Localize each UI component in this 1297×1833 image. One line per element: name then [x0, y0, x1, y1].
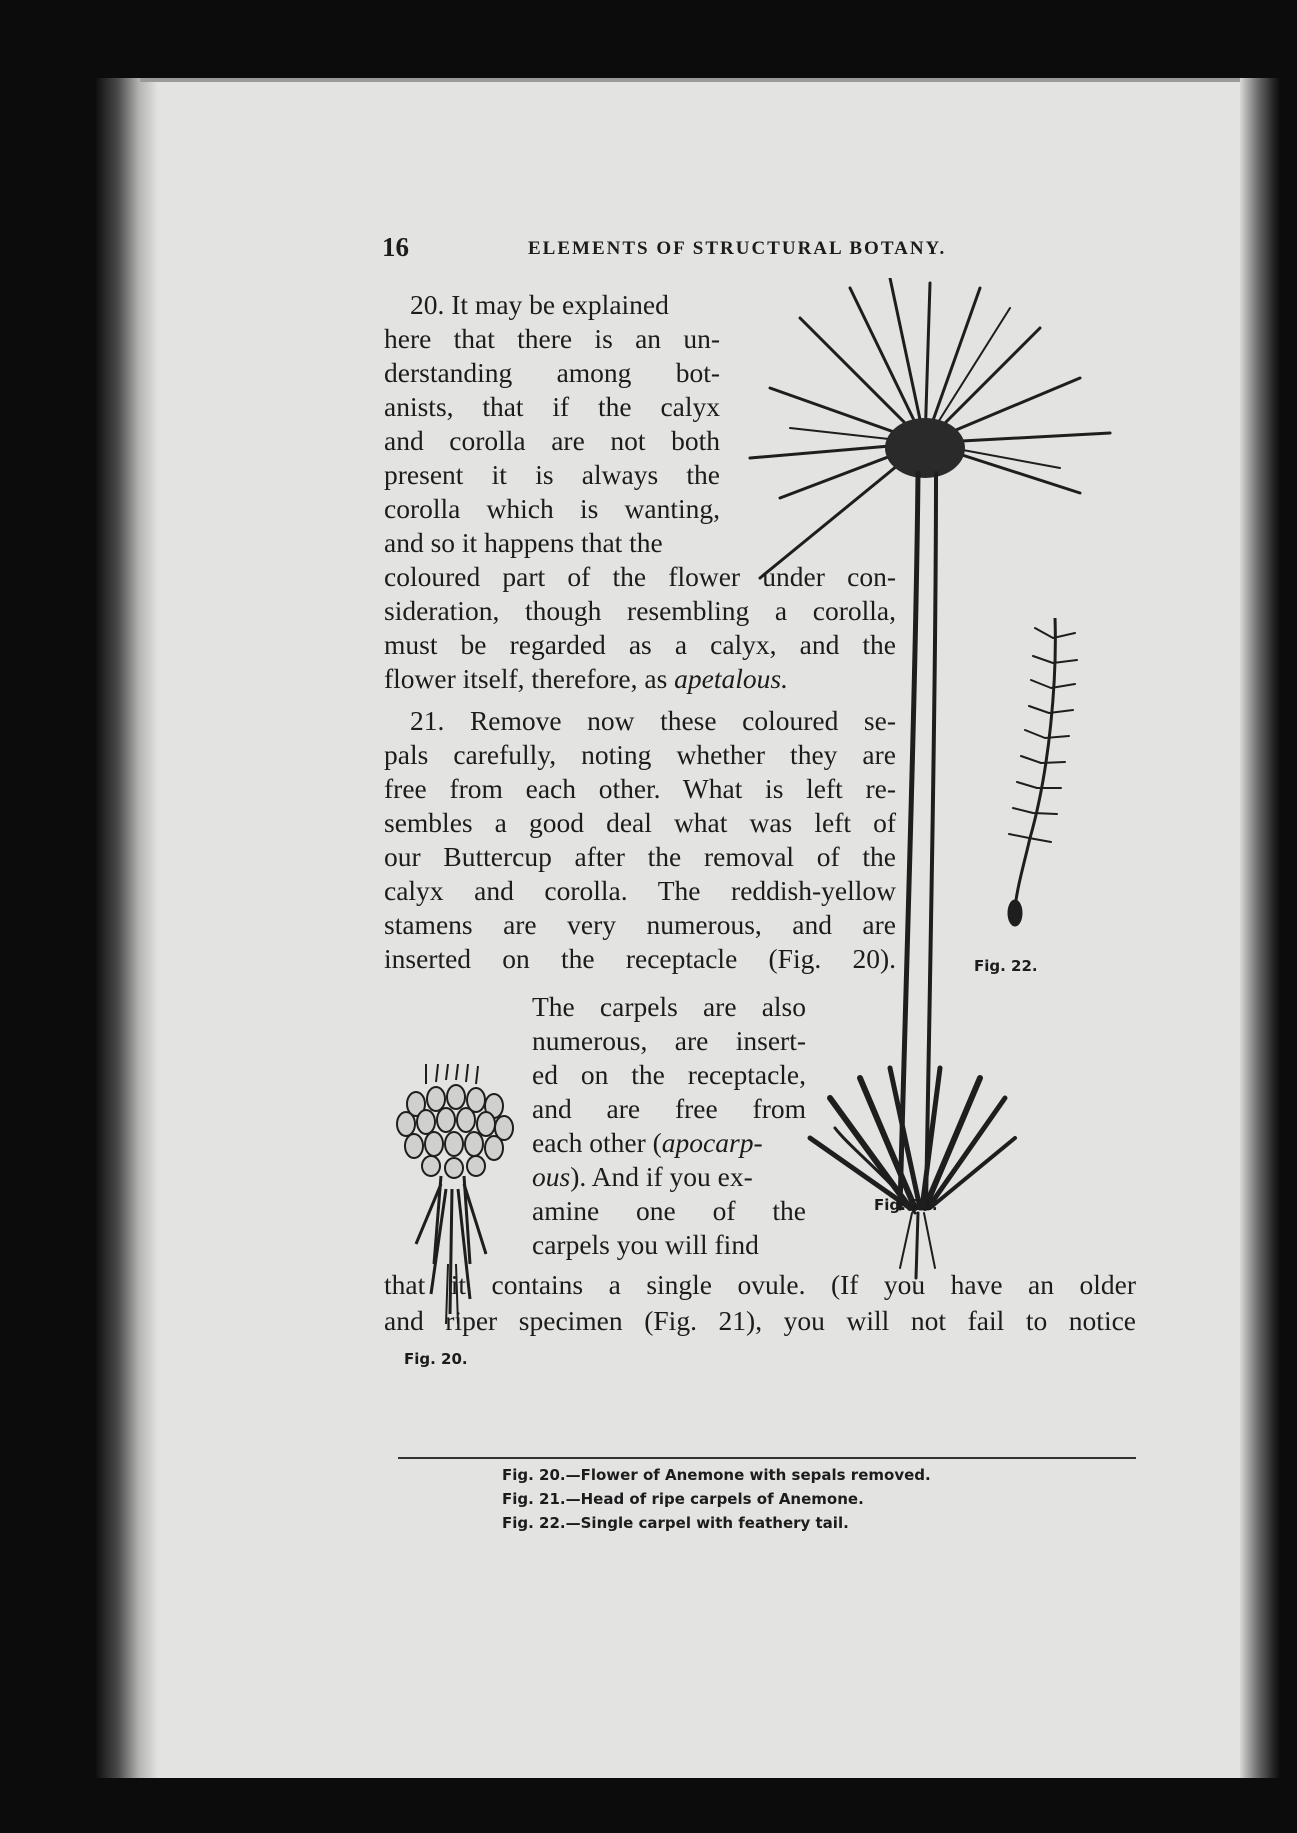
body-line: that it contains a single ovule. (If you have an older — [384, 1269, 1136, 1300]
body-line: ed on the receptacle, — [532, 1059, 806, 1090]
page-top-edge — [140, 78, 1240, 82]
body-line: and so it happens that the — [384, 527, 663, 558]
body-line: must be regarded as a calyx, and the — [384, 629, 896, 660]
body-line: and are free from — [532, 1093, 806, 1124]
caption-fig-20: Fig. 20.—Flower of Anemone with sepals removed. — [502, 1466, 931, 1484]
body-line: 21. Remove now these coloured se- — [410, 705, 896, 736]
italic-term: ous — [532, 1161, 571, 1192]
body-line: carpels you will find — [532, 1229, 759, 1260]
body-line: stamens are very numerous, and are — [384, 909, 896, 940]
body-line: inserted on the receptacle (Fig. 20). — [384, 943, 896, 974]
body-line: The carpels are also — [532, 991, 806, 1022]
body-line: anists, that if the calyx — [384, 391, 720, 422]
body-line: numerous, are insert- — [532, 1025, 806, 1056]
body-line: our Buttercup after the removal of the — [384, 841, 896, 872]
caption-divider — [398, 1457, 1136, 1459]
figure-20-illustration — [386, 1064, 520, 1334]
italic-term: apocarp- — [661, 1127, 763, 1158]
body-line: corolla which is wanting, — [384, 493, 720, 524]
body-line: pals carefully, noting whether they are — [384, 739, 896, 770]
body-line: calyx and corolla. The reddish-yellow — [384, 875, 896, 906]
body-line: and corolla are not both — [384, 425, 720, 456]
fig-21-label: Fig. 21. — [874, 1196, 938, 1214]
fig-20-label: Fig. 20. — [404, 1350, 468, 1368]
body-line: here that there is an un- — [384, 323, 720, 354]
italic-term: apetalous. — [674, 663, 788, 694]
fig-22-label: Fig. 22. — [974, 957, 1038, 975]
page-number: 16 — [382, 232, 409, 262]
figure-22-illustration — [995, 618, 1085, 928]
body-line: flower itself, therefore, as — [384, 663, 668, 694]
caption-fig-21: Fig. 21.—Head of ripe carpels of Anemone. — [502, 1490, 864, 1508]
body-line: amine one of the — [532, 1195, 806, 1226]
body-line: and riper specimen (Fig. 21), you will not fail to notice — [384, 1305, 1136, 1336]
body-line: sembles a good deal what was left of — [384, 807, 896, 838]
body-line: ). And if you ex- — [570, 1161, 753, 1192]
page-gutter-shadow — [96, 78, 158, 1778]
body-line: sideration, though resembling a corolla, — [384, 595, 896, 626]
body-line: derstanding among bot- — [384, 357, 720, 388]
body-line: present it is always the — [384, 459, 720, 490]
caption-fig-22: Fig. 22.—Single carpel with feathery tail. — [502, 1514, 849, 1532]
body-line: free from each other. What is left re- — [384, 773, 896, 804]
page-edge-shadow — [1240, 78, 1280, 1778]
body-line: 20. It may be explained — [410, 289, 669, 320]
body-line: coloured part of the flower under con- — [384, 561, 896, 592]
running-head: ELEMENTS OF STRUCTURAL BOTANY. — [528, 238, 947, 259]
body-line: each other ( — [532, 1127, 662, 1158]
